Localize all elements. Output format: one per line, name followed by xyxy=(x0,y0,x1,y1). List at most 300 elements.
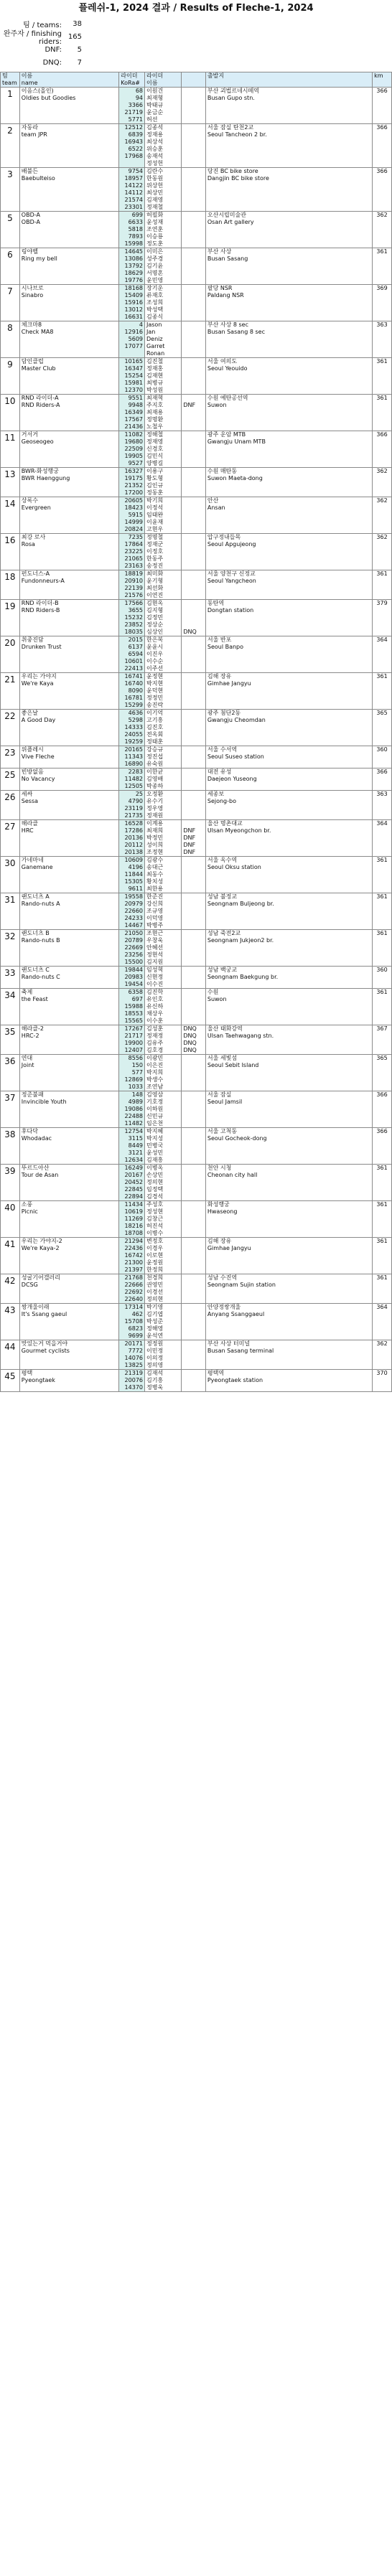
rider-status-item xyxy=(183,1340,204,1348)
team-name-item: 체크마8 xyxy=(21,321,42,328)
rider-ids-item: 12407 xyxy=(124,1047,143,1053)
rider-names-item: 윤석연 xyxy=(146,1332,164,1339)
rider-status-item xyxy=(183,761,204,768)
rider-status-item xyxy=(183,453,204,460)
rider-status-item xyxy=(183,1348,204,1355)
rider-names xyxy=(145,600,182,636)
rider-ids-item: 12505 xyxy=(124,783,143,789)
rider-status-item xyxy=(183,1259,204,1266)
rider-ids-item: 15916 xyxy=(124,299,143,306)
distance-km: 361 xyxy=(373,395,392,431)
team-name-item: 가네마네 xyxy=(21,857,44,863)
team-name-item: 연대 xyxy=(21,1055,33,1061)
team-name xyxy=(19,1055,118,1091)
rider-status-item xyxy=(183,1274,204,1282)
team-number: 42 xyxy=(1,1274,20,1304)
rider-status-item xyxy=(183,878,204,885)
rider-names xyxy=(145,395,182,431)
team-name-item: 랜도너츠 B xyxy=(21,930,50,936)
team-name-item: 축제 xyxy=(21,989,33,995)
rider-ids-item: 2015 xyxy=(128,636,143,643)
rider-ids xyxy=(119,168,145,212)
rider-names xyxy=(145,857,182,893)
distance-km: 361 xyxy=(373,857,392,893)
distance-km: 364 xyxy=(373,636,392,673)
rider-names xyxy=(145,168,182,212)
rider-names-item: 이은진 xyxy=(146,1062,164,1068)
rider-names-item: 윤금순 xyxy=(146,109,164,116)
table-row xyxy=(1,1304,392,1340)
rider-names xyxy=(145,88,182,124)
rider-status-item xyxy=(183,1062,204,1069)
rider-status-item xyxy=(183,1150,204,1157)
rider-ids xyxy=(119,285,145,321)
rider-names-item: 이병수 xyxy=(146,1230,164,1236)
rider-ids-item: 24233 xyxy=(124,915,143,921)
rider-ids xyxy=(119,768,145,791)
start-location-item: 울산 명촌대교 xyxy=(207,820,243,827)
rider-names xyxy=(145,1025,182,1055)
team-name-item: Sinabro xyxy=(21,292,44,299)
rider-names-item: 심상인 xyxy=(146,629,164,635)
rider-ids-item: 14467 xyxy=(124,922,143,929)
rider-status-item xyxy=(183,88,204,95)
start-location xyxy=(205,600,372,636)
rider-names-item: 최병규 xyxy=(146,380,164,386)
team-name-item: 취중진담 xyxy=(21,636,44,643)
rider-names-item: 윤정현 xyxy=(146,673,164,680)
rider-status-item xyxy=(183,240,204,248)
rider-ids-item: 17286 xyxy=(124,827,143,834)
rider-ids-item: 21050 xyxy=(124,930,143,936)
rider-ids-item: 12370 xyxy=(124,387,143,393)
rider-ids-item: 25 xyxy=(135,791,143,797)
rider-status-item xyxy=(183,724,204,731)
rider-names-item: 최동수 xyxy=(146,871,164,878)
rider-status-item xyxy=(183,365,204,372)
start-location-item: Osan Art gallery xyxy=(207,219,254,225)
rider-status-item xyxy=(183,857,204,864)
rider-names-item: 정재군 xyxy=(146,541,164,547)
team-name-item: RND 라이더-B xyxy=(21,600,59,606)
rider-status xyxy=(182,497,206,534)
start-location-item: Seoul Suseo station xyxy=(207,753,264,760)
start-location xyxy=(205,124,372,168)
rider-ids-item: 18035 xyxy=(124,629,143,635)
rider-names xyxy=(145,248,182,285)
rider-ids xyxy=(119,497,145,534)
rider-status-item xyxy=(183,204,204,211)
team-name-item: 최강 로사 xyxy=(21,534,46,540)
rider-ids-item: 18168 xyxy=(124,285,143,291)
rider-names-item: 박정민 xyxy=(146,835,164,841)
rider-ids-item: 16347 xyxy=(124,365,143,372)
rider-ids xyxy=(119,1025,145,1055)
rider-ids-item: 3366 xyxy=(128,102,143,108)
team-name-item: 랜도너츠 C xyxy=(21,967,50,973)
rider-status-item xyxy=(183,981,204,988)
team-name-item: HRC-2 xyxy=(21,1033,39,1039)
rider-ids xyxy=(119,212,145,248)
rider-ids-item: 5609 xyxy=(128,336,143,342)
rider-status-item xyxy=(183,263,204,270)
start-location xyxy=(205,710,372,746)
team-number: 13 xyxy=(1,468,20,497)
team-name-item: It's Ssang gaeul xyxy=(21,1311,67,1317)
rider-names-item: Deniz xyxy=(146,336,163,342)
team-number: 43 xyxy=(1,1304,20,1340)
rider-names-item: Jan xyxy=(146,329,156,335)
team-name-item: BWR Haenggung xyxy=(21,475,70,481)
start-location-item: Cheonan city hall xyxy=(207,1172,258,1178)
rider-status-item xyxy=(183,607,204,614)
rider-names-item: 김지원 xyxy=(146,959,164,965)
start-location-item: 팔당 NSR xyxy=(207,285,233,291)
rider-ids-item: 16740 xyxy=(124,680,143,687)
distance-km: 364 xyxy=(373,1304,392,1340)
start-location-item: 성남 수진역 xyxy=(207,1274,238,1281)
rider-names-item: Ronan xyxy=(146,350,165,357)
rider-ids-item: 16249 xyxy=(124,1165,143,1171)
rider-ids-item: 14333 xyxy=(124,724,143,730)
rider-names-item: 임태완 xyxy=(146,512,164,518)
header-start-line: 출발지 xyxy=(207,72,225,79)
rider-status-item xyxy=(183,431,204,438)
rider-names-item: 김인규 xyxy=(146,482,164,489)
rider-ids-item: 20983 xyxy=(124,974,143,980)
rider-ids-item: 8556 xyxy=(128,1055,143,1061)
rider-names-item: 주지호 xyxy=(146,402,164,408)
rider-status-item xyxy=(183,226,204,233)
rider-names-item: 이기억 xyxy=(146,710,164,716)
rider-ids-item: 20076 xyxy=(124,1377,143,1383)
rider-status-item xyxy=(183,658,204,665)
rider-status-item xyxy=(183,812,204,819)
rider-status-item xyxy=(183,776,204,783)
rider-names-item: 정성현 xyxy=(146,1208,164,1215)
rider-ids-item: 9699 xyxy=(128,1332,143,1339)
team-name xyxy=(19,1025,118,1055)
rider-names xyxy=(145,497,182,534)
stat-row xyxy=(0,30,392,46)
rider-status-item xyxy=(183,1099,204,1106)
rider-ids-item: 20824 xyxy=(124,526,143,532)
rider-status-item: DNQ xyxy=(183,1047,197,1053)
rider-names-item: 박병주 xyxy=(146,922,164,929)
rider-status-item xyxy=(183,1377,204,1384)
start-location xyxy=(205,212,372,248)
rider-status-item xyxy=(183,314,204,321)
table-row xyxy=(1,88,392,124)
team-number: 41 xyxy=(1,1238,20,1274)
rider-names-item: 송정진 xyxy=(146,563,164,569)
start-location-item: 수원 매탄동 xyxy=(207,468,238,474)
start-location xyxy=(205,358,372,395)
rider-names-item: 신경호 xyxy=(146,446,164,452)
rider-names-item: 서명혼 xyxy=(146,270,164,276)
rider-names-item: 김재현 xyxy=(146,372,164,379)
rider-names-item: 정정원 xyxy=(146,1340,164,1347)
rider-status-item xyxy=(183,578,204,585)
rider-status-item xyxy=(183,1069,204,1076)
table-row xyxy=(1,1055,392,1091)
rider-ids xyxy=(119,468,145,497)
team-number: 33 xyxy=(1,967,20,989)
rider-status-item xyxy=(183,175,204,182)
rider-ids-item: 11844 xyxy=(124,871,143,878)
rider-status-item xyxy=(183,475,204,482)
start-location xyxy=(205,673,372,710)
rider-status xyxy=(182,673,206,710)
rider-status-item xyxy=(183,512,204,519)
team-name xyxy=(19,1274,118,1304)
rider-status xyxy=(182,989,206,1025)
rider-status-item xyxy=(183,651,204,658)
rider-status-item xyxy=(183,358,204,365)
rider-ids-item: 17567 xyxy=(124,416,143,423)
rider-status-item: DNQ xyxy=(183,1025,197,1032)
start-location-item: Suwon xyxy=(207,996,227,1002)
team-name-item: Whodadac xyxy=(21,1135,52,1142)
rider-names xyxy=(145,1055,182,1091)
distance-km: 364 xyxy=(373,820,392,857)
rider-status xyxy=(182,468,206,497)
rider-ids-item: 21576 xyxy=(124,592,143,598)
rider-names xyxy=(145,124,182,168)
start-location-item: 서울 양천구 신정교 xyxy=(207,570,256,577)
rider-status-item xyxy=(183,541,204,548)
rider-status-item xyxy=(183,409,204,416)
start-location-item: Seoul Oksu station xyxy=(207,864,261,870)
rider-status xyxy=(182,768,206,791)
rider-names-item: 한동주 xyxy=(146,555,164,562)
rider-status xyxy=(182,395,206,431)
team-number: 5 xyxy=(1,212,20,248)
rider-names-item: 이병옥 xyxy=(146,1165,164,1171)
rider-names-item: 박기희 xyxy=(146,497,164,504)
rider-names xyxy=(145,1238,182,1274)
rider-ids-item: 4636 xyxy=(128,710,143,716)
rider-ids-item: 7772 xyxy=(128,1348,143,1354)
rider-names-item: 정명환 xyxy=(146,416,164,423)
table-row xyxy=(1,673,392,710)
table-row xyxy=(1,321,392,358)
rider-ids-item: 21436 xyxy=(124,423,143,430)
rider-names-item: 조현근 xyxy=(146,930,164,936)
rider-names-item: 주성호 xyxy=(146,1201,164,1208)
rider-status-item xyxy=(183,820,204,827)
team-name-item: 후다닥 xyxy=(21,1128,38,1134)
header-name xyxy=(19,72,118,88)
rider-ids-item: 21768 xyxy=(124,1274,143,1281)
stat-value: 7 xyxy=(77,58,82,67)
rider-status-item xyxy=(183,1282,204,1289)
rider-names-item: 최상민 xyxy=(146,189,164,196)
rider-names xyxy=(145,967,182,989)
rider-names-item: 이경우 xyxy=(146,1245,164,1251)
rider-ids-item: 21294 xyxy=(124,1238,143,1244)
start-location-item: Hwaseong xyxy=(207,1208,238,1215)
rider-names-item: 최미화 xyxy=(146,570,164,577)
rider-status-item xyxy=(183,548,204,555)
rider-names xyxy=(145,1304,182,1340)
rider-ids xyxy=(119,930,145,967)
rider-status-item xyxy=(183,336,204,343)
rider-names xyxy=(145,930,182,967)
start-location xyxy=(205,534,372,570)
team-number: 40 xyxy=(1,1201,20,1238)
rider-names xyxy=(145,820,182,857)
rider-status xyxy=(182,534,206,570)
rider-names-item: 박종하 xyxy=(146,783,164,789)
stat-label: DNQ: xyxy=(42,58,62,67)
rider-status-item xyxy=(183,951,204,959)
rider-ids-item: 8090 xyxy=(128,687,143,694)
rider-ids-item: 13012 xyxy=(124,306,143,313)
distance-km: 367 xyxy=(373,1025,392,1055)
rider-ids-item: 10165 xyxy=(124,358,143,365)
team-number: 22 xyxy=(1,710,20,746)
rider-status-item xyxy=(183,702,204,709)
rider-status-item xyxy=(183,1076,204,1083)
rider-names-item: 조성희 xyxy=(146,299,164,306)
table-row xyxy=(1,212,392,248)
team-name-item: 좋은날 xyxy=(21,710,38,716)
rider-names-item: 고기흥 xyxy=(146,717,164,723)
rider-status-item xyxy=(183,1120,204,1127)
start-location-item: Pyeongtaek station xyxy=(207,1377,263,1383)
team-name xyxy=(19,1128,118,1165)
team-name xyxy=(19,212,118,248)
table-row xyxy=(1,395,392,431)
start-location-item: Seongnam Buljeong br. xyxy=(207,901,274,907)
rider-names-item: 김기윤 xyxy=(146,263,164,269)
rider-status-item xyxy=(183,468,204,475)
rider-names-item: 정동훈 xyxy=(146,489,164,496)
rider-status-item xyxy=(183,95,204,102)
rider-names-item: 정병욱 xyxy=(146,1384,164,1391)
team-name-item: 시나브로 xyxy=(21,285,44,291)
rider-names-item: 윤윤시 xyxy=(146,644,164,650)
team-name-item: RND Riders-A xyxy=(21,402,60,408)
distance-km: 366 xyxy=(373,1091,392,1128)
table-row xyxy=(1,468,392,497)
rider-status-item xyxy=(183,1238,204,1245)
start-location xyxy=(205,321,372,358)
team-name-item: Picnic xyxy=(21,1208,38,1215)
rider-status xyxy=(182,1128,206,1165)
team-name xyxy=(19,710,118,746)
rider-ids-item: 17566 xyxy=(124,600,143,606)
team-number: 39 xyxy=(1,1165,20,1201)
start-location-item: 서울 반포 xyxy=(207,636,232,643)
rider-status-item xyxy=(183,446,204,453)
team-name-item: 빈방없음 xyxy=(21,768,44,775)
rider-status-item xyxy=(183,233,204,240)
rider-ids xyxy=(119,248,145,285)
rider-ids-item: 11482 xyxy=(124,1120,143,1127)
rider-status-item xyxy=(183,438,204,446)
start-location-item: 당진 BC bike store xyxy=(207,168,258,174)
header-name-line: name xyxy=(21,80,38,86)
header-kora-line: 라이더 xyxy=(121,72,138,79)
start-location-item: 천안 시청 xyxy=(207,1165,232,1171)
rider-ids-item: 6358 xyxy=(128,989,143,995)
start-location-item: Seoul Tancheon 2 br. xyxy=(207,131,267,138)
rider-status-item: DNQ xyxy=(183,1040,197,1046)
rider-names-item: 임성혁 xyxy=(146,967,164,973)
rider-ids-item: 5818 xyxy=(128,226,143,232)
start-location xyxy=(205,497,372,534)
rider-ids-item: 15988 xyxy=(124,1003,143,1010)
rider-status xyxy=(182,285,206,321)
start-location xyxy=(205,1055,372,1091)
rider-names-item: 강신희 xyxy=(146,901,164,907)
rider-status-item xyxy=(183,497,204,504)
table-row xyxy=(1,1128,392,1165)
rider-ids-item: 4989 xyxy=(128,1099,143,1105)
start-location xyxy=(205,1274,372,1304)
distance-km: 361 xyxy=(373,1201,392,1238)
rider-ids-item: 21397 xyxy=(124,1266,143,1273)
rider-ids xyxy=(119,570,145,600)
table-row xyxy=(1,636,392,673)
table-row xyxy=(1,930,392,967)
results-table xyxy=(0,72,392,1392)
rider-ids-item: 19905 xyxy=(124,453,143,459)
team-name xyxy=(19,1340,118,1370)
team-name-item: 우리는 가야지 xyxy=(21,673,57,680)
rider-status-item xyxy=(183,1017,204,1025)
rider-names-item: 황도형 xyxy=(146,475,164,481)
start-location-item: Seongnam Jukjeon2 br. xyxy=(207,937,274,944)
rider-status-item xyxy=(183,124,204,131)
table-row xyxy=(1,893,392,930)
team-number: 3 xyxy=(1,168,20,212)
rider-names xyxy=(145,570,182,600)
rider-status-item xyxy=(183,592,204,599)
team-name-item: Check MA8 xyxy=(21,329,54,335)
rider-names xyxy=(145,1091,182,1128)
rider-status-item xyxy=(183,285,204,292)
rider-status-item xyxy=(183,585,204,592)
rider-status-item xyxy=(183,783,204,790)
team-name-item: 배불든 xyxy=(21,168,38,174)
team-name-item: Fundonneurs-A xyxy=(21,578,65,584)
start-location xyxy=(205,1165,372,1201)
rider-status-item xyxy=(183,1223,204,1230)
start-location-item: 서울 잠실 xyxy=(207,1091,232,1098)
rider-status-item xyxy=(183,1157,204,1164)
start-location xyxy=(205,857,372,893)
team-number: 23 xyxy=(1,746,20,768)
stat-value: 38 xyxy=(73,19,82,28)
rider-ids-item: 6633 xyxy=(128,219,143,225)
rider-names-item: 정우영 xyxy=(146,805,164,812)
team-number: 20 xyxy=(1,636,20,673)
table-row xyxy=(1,1340,392,1370)
rider-status xyxy=(182,600,206,636)
rider-ids-item: 15981 xyxy=(124,380,143,386)
rider-ids-item: 9527 xyxy=(128,460,143,466)
start-location xyxy=(205,893,372,930)
start-location xyxy=(205,930,372,967)
rider-status-item xyxy=(183,116,204,123)
rider-names xyxy=(145,710,182,746)
rider-names-item: 김성훈 xyxy=(146,1025,164,1032)
rider-names xyxy=(145,1165,182,1201)
table-row xyxy=(1,1025,392,1055)
